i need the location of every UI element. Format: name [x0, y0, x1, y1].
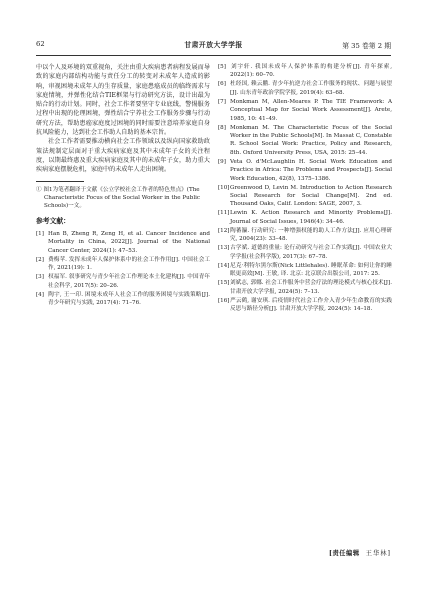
- reference-number: [2]: [36, 256, 44, 263]
- reference-text: Greenwood D, Levin M. Introduction to Action Research Social Research for Social Change[M]. 2nd ed. Thousand Oaks, Calif. London: SAGE, 2007, 3.: [230, 184, 392, 208]
- reference-item: [36, 256, 210, 273]
- reference-item: [36, 291, 210, 308]
- reference-number: [15]: [218, 280, 230, 287]
- body-paragraph: 中以个人及环境的双重视角，关注由重大疾病患者病程发展而导致的家庭内部结构功能与责任分工的转变对未成年人造成的影响，审视困境未成年人的生存质量，家庭患癌成员的临终需求与家庭情境，并弹性化结合TIE框架与行动研究方法，设计出最为贴合的行动计划。同时，社会工作者要坚守专业底线，警惕服务过程中出现的伦理困境，弹性结合宁养社会工作服务步骤与行动研究方法，帮助患癌家庭度过困境的同时需要注意培养家庭自身抗风险能力，达到社会工作助人自助的基本宗旨。: [36, 64, 210, 137]
- reference-number: [1]: [36, 231, 44, 238]
- reference-list-right: [218, 63, 392, 313]
- reference-number: [13]: [218, 245, 230, 252]
- reference-number: [7]: [218, 98, 226, 105]
- reference-text: Veta O. d'McLaughlin H. Social Work Education and Practice in Africa: The Problems and Prospects[J]. Social Work Education, 42(8), 1375–1386.: [230, 158, 392, 182]
- footnote-rule: [36, 181, 84, 182]
- page-number: 62: [36, 40, 45, 48]
- reference-number: [5]: [218, 64, 226, 70]
- reference-number: [16]: [218, 297, 230, 304]
- reference-text: 权福军. 叙事研究与青少年社会工作理论本土化建构[J]. 中国青年社会科学, 2017(5): 20–26.: [48, 274, 210, 289]
- header-rule: [36, 55, 391, 56]
- reference-text: 杜经国, 赖云鹏. 青少年抗逆力社会工作服务的现状、问题与展望[J]. 山东青年政治学院学报, 2019(4): 63–68.: [230, 81, 392, 96]
- reference-text: Han B, Zheng R, Zeng H, et al. Cancer Incidence and Mortality in China, 2022[J]. Journal of the National Cancer Center, 2024(1): 47–53.: [48, 231, 210, 254]
- left-column: [36, 63, 210, 308]
- journal-title: 甘肃开放大学学报: [184, 41, 243, 49]
- reference-item: [218, 297, 392, 314]
- reference-text: Monkman M, Allen-Meares P. The TIE Framework: A Conceptual Map for Social Work Assessment[J]. Arete, 1985, 10: 41–49.: [230, 98, 392, 122]
- reference-text: 古学斌. 道德的重量: 论行动研究与社会工作实践[J]. 中国农业大学学报(社会科学版), 2017(3): 67–78.: [230, 245, 392, 260]
- reference-item: [218, 244, 392, 261]
- reference-number: [3]: [36, 274, 44, 281]
- responsible-editor: [329, 548, 391, 557]
- editor-name: 王华林]: [365, 550, 391, 557]
- reference-item: [36, 230, 210, 255]
- right-column: [218, 63, 392, 314]
- reference-item: [218, 63, 392, 80]
- body-paragraph: 社会工作者需要推动横向社会工作领域以及纵向国家救助政策法规制定层面对于重大疾病家庭及其中未成年子女的关注程度，以期最终惠及重大疾病家庭及其中的未成年子女，助力重大疾病家庭摆脱危机，家庭中的未成年人走出困境。: [36, 138, 210, 174]
- reference-number: [12]: [218, 227, 230, 234]
- issue-label: 第 35 卷第 2 期: [342, 42, 391, 50]
- reference-number: [8]: [218, 124, 226, 131]
- references-heading: 参考文献：: [36, 216, 70, 225]
- reference-item: [218, 279, 392, 296]
- reference-number: [6]: [218, 81, 226, 88]
- reference-item: [218, 124, 392, 158]
- reference-text: 尼克·利特尔黑尔斯(Nick Littlehales). 睡眠革命: 如何让你的睡眠更高效[M]. 王敏, 译. 北京: 北京联合出版公司, 2017: 25.: [230, 262, 392, 278]
- reference-item: [218, 262, 392, 279]
- reference-item: [36, 273, 210, 290]
- reference-number: [9]: [218, 158, 226, 165]
- reference-number: [14]: [218, 262, 230, 269]
- footnote: ① 图1为笔者翻译于文献《公立学校社会工作者的特色焦点》(The Characteristic Focus of the Social Worker in the Public Schools)一文。: [36, 186, 201, 210]
- reference-text: 刘斌志, 郭娜. 社会工作服务中营会疗法的理论模式与核心技术[J]. 甘肃开放大学学报, 2024(5): 7–13.: [230, 280, 392, 295]
- reference-text: 陶蕃瀛. 行动研究: 一种增强权能的助人工作方法[J]. 应用心理研究, 2004(23): 33–48.: [230, 227, 392, 243]
- reference-text: 费梅苹. 发挥未成年人保护体系中的社会工作作用[J]. 中国社会工作, 2021(19): 1.: [48, 256, 210, 272]
- reference-number: [4]: [36, 291, 44, 298]
- running-header: [36, 38, 391, 52]
- reference-text: Lewin K. Action Research and Minority Problems[J]. Journal of Social Issues, 1946(4): 34–46.: [230, 210, 392, 225]
- reference-item: [218, 80, 392, 97]
- reference-item: [218, 158, 392, 183]
- reference-text: 刘宇轩. 我国未成年人保护体系的构建分析[J]. 青年探索, 2022(1): 60–70.: [230, 64, 392, 79]
- reference-item: [218, 184, 392, 209]
- editor-label: [责任编辑: [328, 550, 360, 557]
- reference-item: [218, 227, 392, 244]
- reference-text: 严云鹤, 谢安琪. 后疫情时代社会工作介入青少年生命教育的实践反思与路径分析[J]. 甘肃开放大学学报, 2024(5): 14–18.: [230, 297, 392, 312]
- reference-number: [10]: [218, 184, 230, 191]
- reference-text: 陶宇, 王一印. 困境未成年人社会工作的服务困境与实践策略[J]. 青少年研究与实践, 2017(4): 71–76.: [48, 291, 210, 307]
- reference-list-left: [36, 230, 210, 307]
- reference-number: [11]: [218, 210, 230, 217]
- reference-text: Monkman M. The Characteristic Focus of the Social Worker in the Public Schools[M]. In Massat C, Constable R. School Social Work: Practice, Policy and Research, 8th. Oxford University Press, USA, 2015: 25–44.: [230, 124, 392, 156]
- reference-item: [218, 98, 392, 123]
- reference-item: [218, 209, 392, 226]
